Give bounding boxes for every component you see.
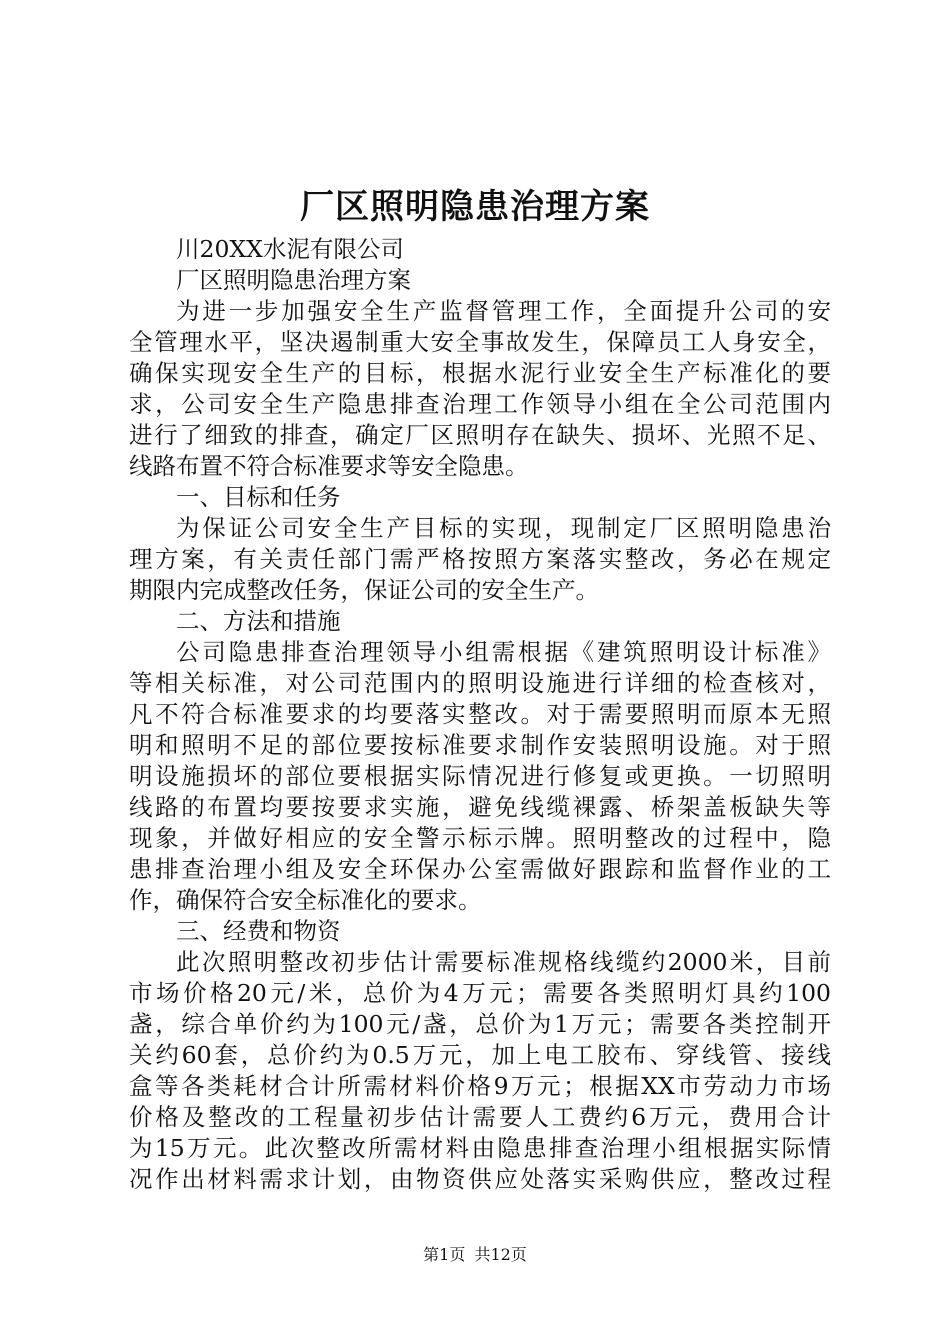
text-line: 一、目标和任务 bbox=[176, 483, 341, 511]
text-line: 况作出材料需求计划，由物资供应处落实采购供应，整改过程 bbox=[129, 1165, 831, 1193]
page-number: 第1页 bbox=[423, 1245, 466, 1264]
page-footer bbox=[0, 1244, 950, 1266]
text-line: 确保实现安全生产的目标，根据水泥行业安全生产标准化的要 bbox=[129, 359, 831, 387]
text-line: 期限内完成整改任务，保证公司的安全生产。 bbox=[129, 576, 599, 604]
document-title: 厂区照明隐患治理方案 bbox=[300, 187, 650, 227]
text-line: 川20XX水泥有限公司 bbox=[176, 235, 404, 263]
text-line: 进行了细致的排查，确定厂区照明存在缺失、损坏、光照不足、 bbox=[129, 421, 831, 449]
page-total: 共12页 bbox=[474, 1245, 527, 1264]
text-line: 线路布置不符合标准要求等安全隐患。 bbox=[129, 452, 529, 480]
text-line: 明设施损坏的部位要根据实际情况进行修复或更换。一切照明 bbox=[129, 762, 831, 790]
text-line: 作，确保符合安全标准化的要求。 bbox=[129, 886, 482, 914]
text-line: 理方案，有关责任部门需严格按照方案落实整改，务必在规定 bbox=[129, 545, 831, 573]
text-line: 为保证公司安全生产目标的实现，现制定厂区照明隐患治 bbox=[176, 514, 831, 542]
text-line: 厂区照明隐患治理方案 bbox=[176, 266, 411, 294]
text-line: 此次照明整改初步估计需要标准规格线缆约2000米，目前 bbox=[176, 948, 831, 976]
text-line: 三、经费和物资 bbox=[176, 917, 341, 945]
text-line: 为15万元。此次整改所需材料由隐患排查治理小组根据实际情 bbox=[129, 1134, 831, 1162]
text-line: 凡不符合标准要求的均要落实整改。对于需要照明而原本无照 bbox=[129, 700, 831, 728]
text-line: 明和照明不足的部位要按标准要求制作安装照明设施。对于照 bbox=[129, 731, 831, 759]
text-line: 为进一步加强安全生产监督管理工作，全面提升公司的安 bbox=[176, 297, 831, 325]
text-line: 求，公司安全生产隐患排查治理工作领导小组在全公司范围内 bbox=[129, 390, 831, 418]
text-line: 患排查治理小组及安全环保办公室需做好跟踪和监督作业的工 bbox=[129, 855, 831, 883]
document-body bbox=[129, 234, 831, 1195]
text-line: 二、方法和措施 bbox=[176, 607, 341, 635]
text-line: 公司隐患排查治理领导小组需根据《建筑照明设计标准》 bbox=[176, 638, 831, 666]
text-line: 盒等各类耗材合计所需材料价格9万元；根据XX市劳动力市场 bbox=[129, 1072, 831, 1100]
text-line: 线路的布置均要按要求实施，避免线缆裸露、桥架盖板缺失等 bbox=[129, 793, 831, 821]
text-line: 现象，并做好相应的安全警示标示牌。照明整改的过程中，隐 bbox=[129, 824, 831, 852]
text-line: 等相关标准，对公司范围内的照明设施进行详细的检查核对， bbox=[129, 669, 831, 697]
text-line: 全管理水平，坚决遏制重大安全事故发生，保障员工人身安全， bbox=[129, 328, 831, 356]
text-line: 价格及整改的工程量初步估计需要人工费约6万元，费用合计 bbox=[129, 1103, 831, 1131]
text-line: 盏，综合单价约为100元/盏，总价为1万元；需要各类控制开 bbox=[129, 1010, 831, 1038]
text-line: 市场价格20元/米，总价为4万元；需要各类照明灯具约100 bbox=[129, 979, 831, 1007]
text-line: 关约60套，总价约为0.5万元，加上电工胶布、穿线管、接线 bbox=[129, 1041, 831, 1069]
